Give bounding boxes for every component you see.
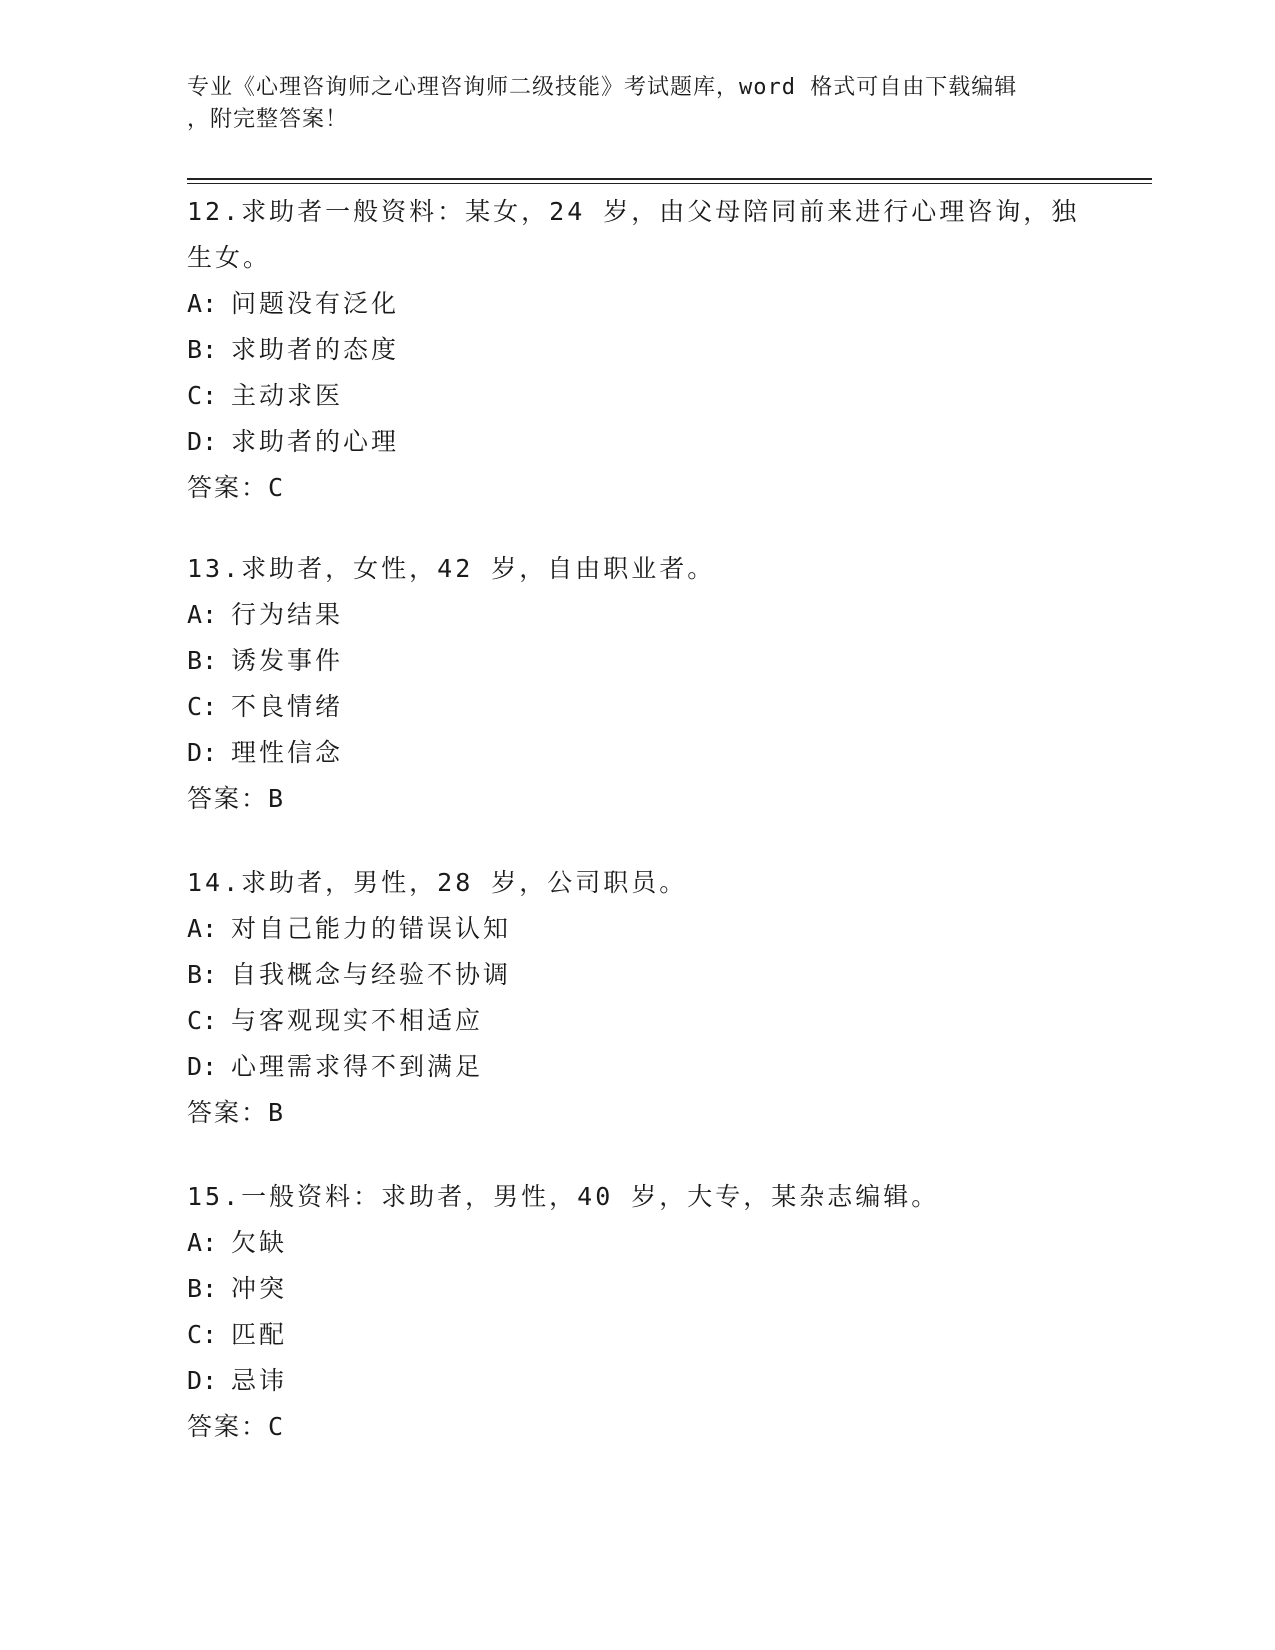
header-title-line1: 专业《心理咨询师之心理咨询师二级技能》考试题库，word 格式可自由下载编辑 xyxy=(187,75,1018,100)
option-key: A: xyxy=(187,289,218,318)
option-key: B: xyxy=(187,1274,218,1303)
header-divider-thick xyxy=(187,178,1152,180)
option-d xyxy=(187,1358,1087,1404)
option-key: C: xyxy=(187,1006,218,1035)
option-key: D: xyxy=(187,1052,218,1081)
option-b xyxy=(187,952,1087,998)
question-13 xyxy=(187,546,1087,822)
option-c xyxy=(187,998,1087,1044)
option-key: D: xyxy=(187,1366,218,1395)
question-14 xyxy=(187,860,1087,1136)
option-text: 理性信念 xyxy=(231,738,344,767)
option-d xyxy=(187,419,1087,465)
option-c xyxy=(187,684,1087,730)
option-a xyxy=(187,1220,1087,1266)
option-b xyxy=(187,327,1087,373)
option-key: C: xyxy=(187,1320,218,1349)
answer-line xyxy=(187,1090,1087,1136)
option-text: 匹配 xyxy=(231,1320,288,1349)
option-text: 自我概念与经验不协调 xyxy=(231,960,512,989)
option-text: 与客观现实不相适应 xyxy=(231,1006,484,1035)
option-key: A: xyxy=(187,1228,218,1257)
option-text: 行为结果 xyxy=(231,600,344,629)
option-text: 诱发事件 xyxy=(231,646,344,675)
option-b xyxy=(187,1266,1087,1312)
option-d xyxy=(187,1044,1087,1090)
option-key: C: xyxy=(187,381,218,410)
answer-value: B xyxy=(268,1098,286,1127)
answer-value: C xyxy=(268,1412,286,1441)
option-a xyxy=(187,906,1087,952)
option-text: 心理需求得不到满足 xyxy=(231,1052,484,1081)
question-stem xyxy=(187,860,1087,906)
option-c xyxy=(187,373,1087,419)
option-c xyxy=(187,1312,1087,1358)
option-text: 求助者的心理 xyxy=(231,427,400,456)
option-key: B: xyxy=(187,646,218,675)
option-text: 主动求医 xyxy=(231,381,344,410)
question-stem-line: 15.一般资料：求助者，男性，40 岁，大专，某杂志编辑。 xyxy=(187,1182,940,1211)
option-text: 对自己能力的错误认知 xyxy=(231,914,512,943)
question-stem xyxy=(187,189,1087,281)
question-stem-line: 14.求助者，男性，28 岁，公司职员。 xyxy=(187,868,688,897)
question-15 xyxy=(187,1174,1087,1450)
option-b xyxy=(187,638,1087,684)
option-text: 欠缺 xyxy=(231,1228,288,1257)
option-key: A: xyxy=(187,914,218,943)
option-text: 不良情绪 xyxy=(231,692,344,721)
option-key: C: xyxy=(187,692,218,721)
document-header xyxy=(187,72,1087,136)
header-title-line2: ，附完整答案！ xyxy=(187,107,349,132)
answer-line xyxy=(187,1404,1087,1450)
question-stem-line: 12.求助者一般资料：某女，24 岁，由父母陪同前来进行心理咨询，独 xyxy=(187,197,1080,226)
option-d xyxy=(187,730,1087,776)
question-stem xyxy=(187,546,1087,592)
option-a xyxy=(187,592,1087,638)
answer-line xyxy=(187,776,1087,822)
question-stem-line: 13.求助者，女性，42 岁，自由职业者。 xyxy=(187,554,716,583)
header-divider-thin xyxy=(187,183,1152,184)
option-key: D: xyxy=(187,427,218,456)
answer-label: 答案： xyxy=(187,784,269,813)
answer-label: 答案： xyxy=(187,1412,269,1441)
option-key: D: xyxy=(187,738,218,767)
answer-label: 答案： xyxy=(187,1098,269,1127)
answer-value: C xyxy=(268,473,286,502)
option-text: 忌讳 xyxy=(231,1366,288,1395)
option-text: 冲突 xyxy=(231,1274,288,1303)
answer-line xyxy=(187,465,1087,511)
question-12 xyxy=(187,189,1087,511)
option-key: B: xyxy=(187,960,218,989)
option-key: B: xyxy=(187,335,218,364)
question-stem-line: 生女。 xyxy=(187,243,272,272)
option-text: 问题没有泛化 xyxy=(231,289,400,318)
answer-label: 答案： xyxy=(187,473,269,502)
option-text: 求助者的态度 xyxy=(231,335,400,364)
option-key: A: xyxy=(187,600,218,629)
question-stem xyxy=(187,1174,1087,1220)
option-a xyxy=(187,281,1087,327)
answer-value: B xyxy=(268,784,286,813)
